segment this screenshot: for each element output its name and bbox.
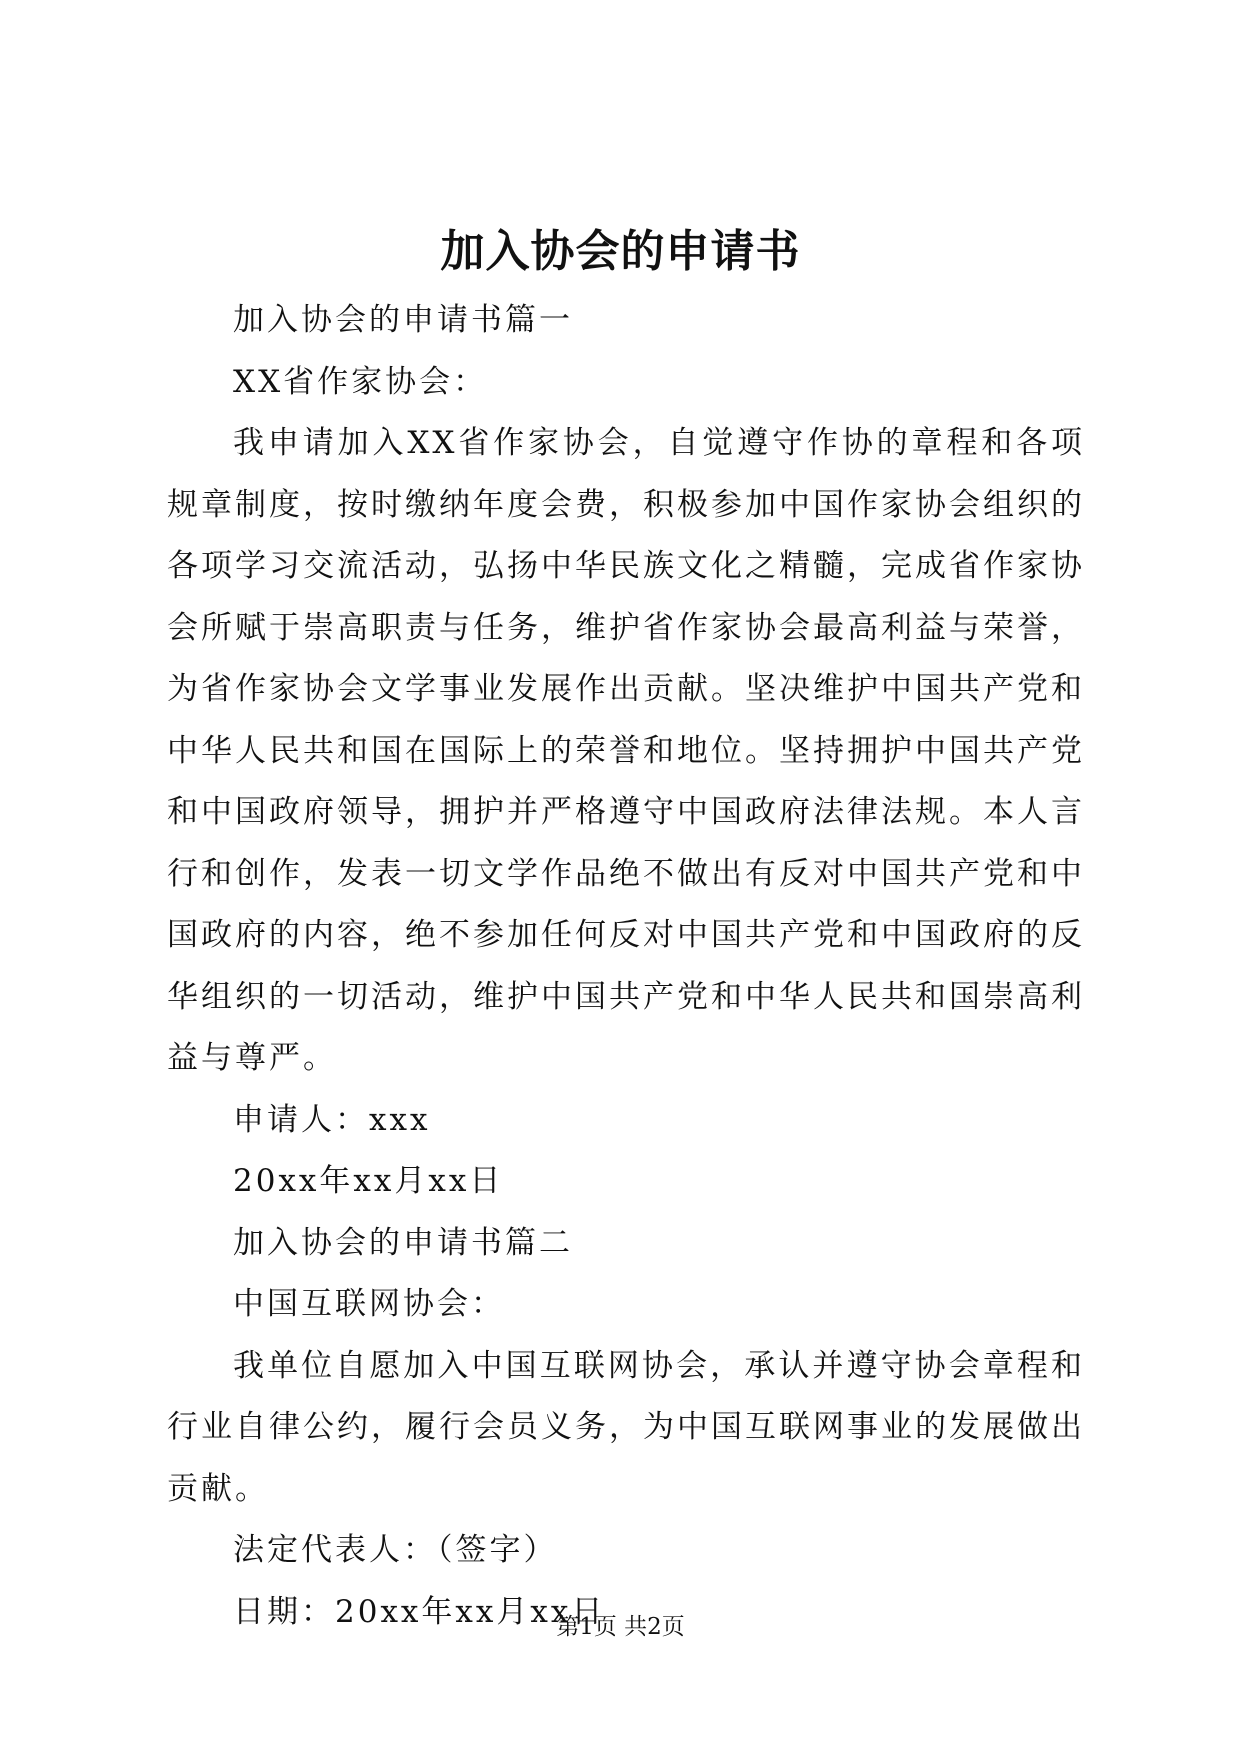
section-2-salutation: 中国互联网协会： <box>233 1286 505 1322</box>
section-1-paragraph: 我申请加入XX省作家协会，自觉遵守作协的章程和各项规章制度，按时缴纳年度会费，积极参加中国作家协会组织的各项学习交流活动，弘扬中华民族文化之精髓，完成省作家协会所赋于崇高职责与任务，维护省作家协会最高利益与荣誉，为省作家协会文学事业发展作出贡献。坚决维护中国共产党和中华人民共和国在国际上的荣誉和地位。坚持拥护中国共产党和中国政府领导，拥护并严格遵守中国政府法律法规。本人言行和创作，发表一切文学作品绝不做出有反对中国共产党和中国政府的内容，绝不参加任何反对中国共产党和中国政府的反华组织的一切活动，维护中国共产党和中华人民共和国崇高利益与尊严。 <box>167 425 1085 1076</box>
section-1-heading: 加入协会的申请书篇一 <box>233 302 573 338</box>
section-2-representative: 法定代表人：（签字） <box>233 1532 558 1568</box>
document-title: 加入协会的申请书 <box>440 226 801 277</box>
section-1-date: 20xx年xx月xx日 <box>233 1163 504 1199</box>
section-1-applicant: 申请人：xxx <box>233 1101 431 1138</box>
section-1-salutation: XX省作家协会： <box>233 363 488 400</box>
page-footer: 第1页 共2页 <box>556 1614 685 1640</box>
section-2-date: 日期：20xx年xx月xx日 <box>233 1593 606 1630</box>
section-2-heading: 加入协会的申请书篇二 <box>233 1224 573 1261</box>
document-body <box>167 290 1085 1643</box>
section-2-paragraph: 我单位自愿加入中国互联网协会，承认并遵守协会章程和行业自律公约，履行会员义务，为中国互联网事业的发展做出贡献。 <box>167 1347 1085 1507</box>
